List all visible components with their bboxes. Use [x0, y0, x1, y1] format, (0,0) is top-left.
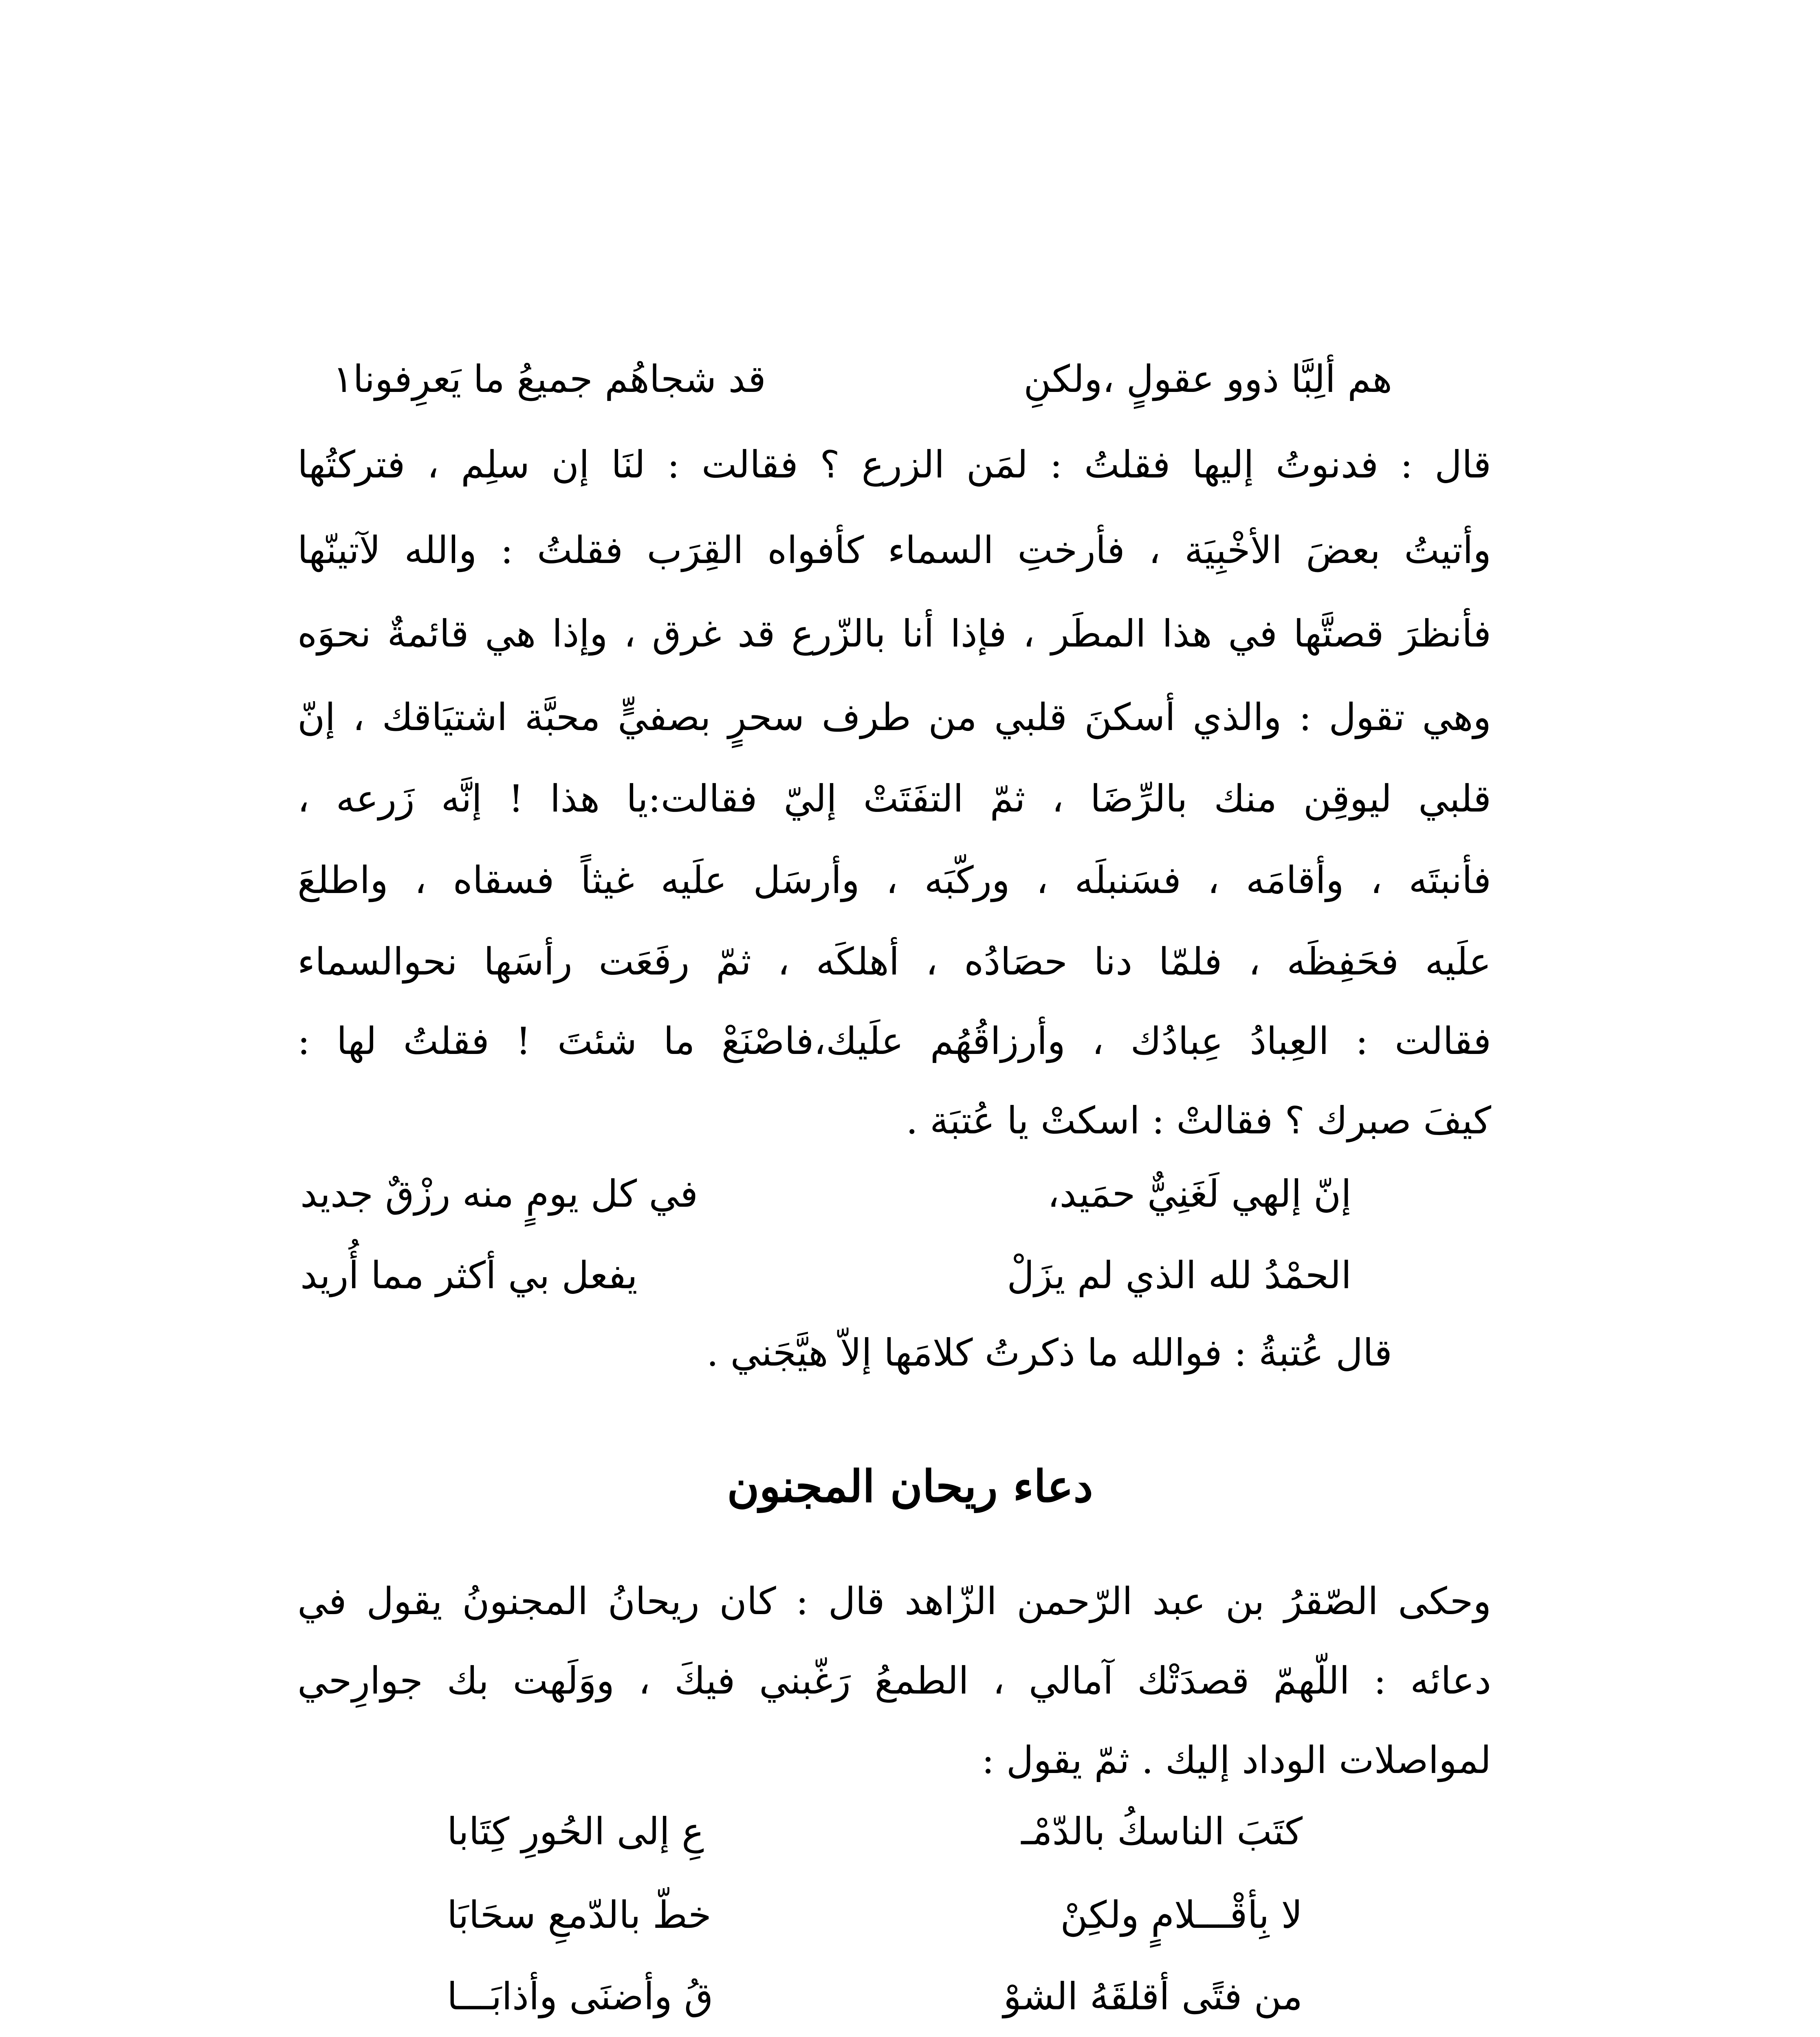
paragraph-line: فأنظرَ قصتَّها في هذا المطَر ، فإذا أنا بالزّرع قد غرق ، وإذا هي قائمةٌ نحوَه — [297, 612, 1491, 656]
paragraph-line: وهي تقول : والذي أسكنَ قلبي من طرف سحرٍ بصفيٍّ محبَّة اشتيَاقك ، إنّ — [297, 695, 1491, 739]
paragraph-line: لمواصلات الوداد إليك . ثمّ يقول : — [982, 1738, 1491, 1782]
paragraph-line: قال عُتبةُ : فوالله ما ذكرتُ كلامَها إلاّ هيَّجَني . — [706, 1331, 1392, 1375]
verse-line — [447, 1811, 1303, 1852]
paragraph-line: قال : فدنوتُ إليها فقلتُ : لمَن الزرع ؟ فقالت : لنَا إن سلِم ، فتركتُها — [297, 443, 1491, 486]
verse-hemistich-right: إنّ إلهي لَغَنِيٌّ حمَيد، — [1047, 1172, 1351, 1216]
paragraph-line: كيفَ صبرك ؟ فقالتْ : اسكتْ يا عُتبَة . — [906, 1099, 1491, 1142]
verse-hemistich-left: في كل يومٍ منه رزْقٌ جديد — [300, 1172, 698, 1216]
verse-line-top — [333, 359, 1392, 400]
verse-line — [447, 1894, 1303, 1936]
verse-hemistich-left: قُ وأضنَى وأذابَـــا — [447, 1975, 713, 2018]
verse-line — [300, 1255, 1351, 1296]
paragraph-line: وأتيتُ بعضَ الأخْبِيَة ، فأرختِ السماء كأفواه القِرَب فقلتُ : والله لآتينّها — [297, 528, 1491, 572]
paragraph-line: علَيه فحَفِظَه ، فلمّا دنا حصَادُه ، أهلكَه ، ثمّ رفَعَت رأسَها نحوالسماء — [297, 940, 1491, 983]
paragraph-line: فأنبتَه ، وأقامَه ، فسَنبلَه ، وركّبَه ، وأرسَل علَيه غيثاً فسقاه ، واطلعَ — [297, 858, 1491, 902]
paragraph-line: وحكى الصّقرُ بن عبد الرّحمن الزّاهد قال : كان ريحانُ المجنونُ يقول في — [297, 1579, 1491, 1623]
verse-hemistich-left: قد شجاهُم جميعُ ما يَعرِفونا١ — [333, 357, 766, 401]
paragraph-line: دعائه : اللّهمّ قصدَتْك آمالي ، الطمعُ رَغّبني فيكَ ، ووَلَهت بك جوارِحي — [297, 1659, 1491, 1703]
verse-hemistich-left: خطّ بالدّمعِ سحَابَا — [447, 1893, 712, 1937]
paragraph-line: فقالت : العِبادُ عِبادُك ، وأرزاقُهُم علَيك،فاصْنَعْ ما شئتَ ! فقلتُ لها : — [297, 1019, 1491, 1063]
verse-hemistich-right: لا بِأقْـــلامٍ ولكِنْ — [1060, 1893, 1303, 1937]
verse-line — [300, 1173, 1351, 1214]
verse-hemistich-left: يفعل بي أكثر مما أُريد — [300, 1254, 638, 1297]
verse-hemistich-right: الحمْدُ لله الذي لم يزَلْ — [1007, 1254, 1351, 1297]
verse-hemistich-right: من فتًى أقلقَهُ الشوْ — [1003, 1975, 1303, 2018]
verse-hemistich-right: هم ألِبَّا ذوو عقولٍ ،ولكنِ — [1023, 357, 1392, 401]
verse-hemistich-right: كتَبَ الناسكُ بالدّمْـ — [1021, 1810, 1303, 1853]
section-heading: دعاء ريحان المجنون — [727, 1461, 1093, 1512]
paragraph-line: قلبي ليوقِن منك بالرِّضَا ، ثمّ التفَتَتْ إليّ فقالت:يا هذا ! إنَّه زَرعه ، — [297, 777, 1491, 821]
verse-hemistich-left: عِ إلى الحُورِ كِتَابا — [447, 1810, 704, 1853]
verse-line — [447, 1976, 1303, 2017]
